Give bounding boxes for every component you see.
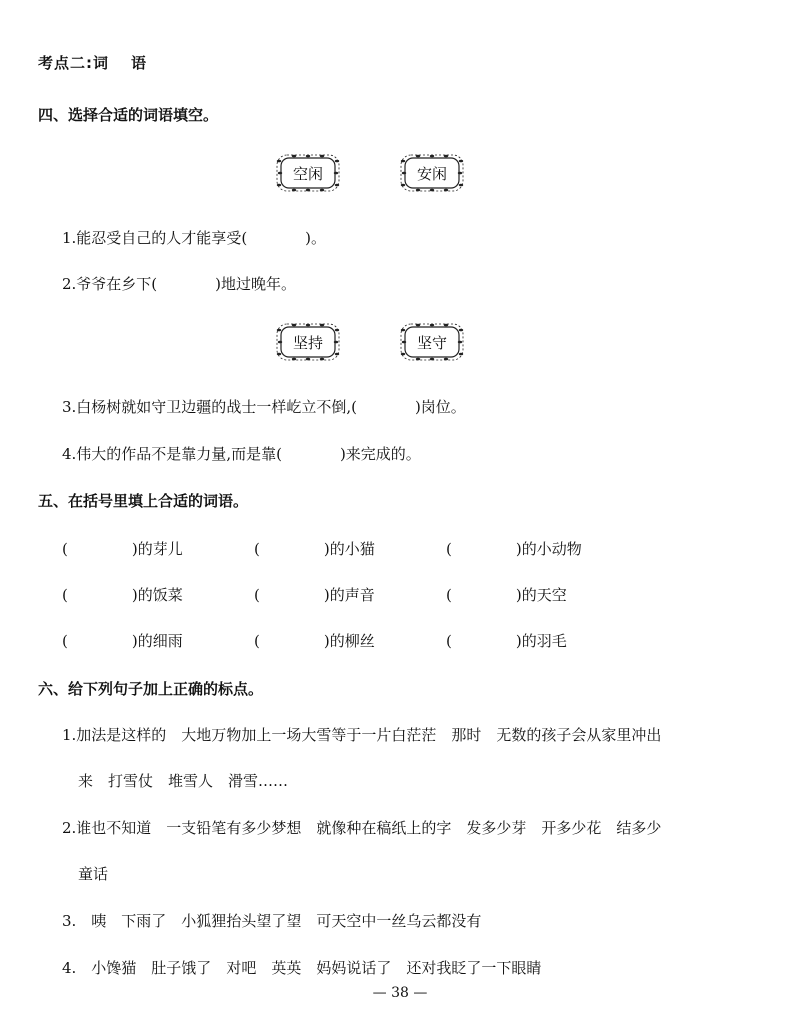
word-option-text: 坚持	[292, 333, 323, 352]
question-3: 3.白杨树就如守卫边疆的战士一样屹立不倒,( )岗位。	[62, 398, 466, 416]
word-option-jianshou	[398, 322, 466, 362]
word-option-kongxian	[274, 153, 342, 193]
page-number: — 38 —	[372, 985, 428, 1001]
fill-item[interactable]: ( )的小动物	[446, 540, 582, 558]
fill-item[interactable]: ( )的小猫	[254, 540, 375, 558]
word-option-anxian	[398, 153, 466, 193]
topic-title-suffix: 语	[131, 54, 148, 72]
question-4: 4.伟大的作品不是靠力量,而是靠( )来完成的。	[62, 445, 421, 463]
section4-heading: 四、选择合适的词语填空。	[38, 106, 219, 124]
fill-item[interactable]: ( )的芽儿	[62, 540, 183, 558]
fill-item[interactable]: ( )的声音	[254, 586, 375, 604]
word-option-text: 安闲	[416, 164, 447, 183]
fill-item[interactable]: ( )的细雨	[62, 632, 183, 650]
word-option-text: 空闲	[292, 164, 323, 183]
section5-heading: 五、在括号里填上合适的词语。	[38, 492, 249, 510]
topic-title-prefix: 考点二:词	[38, 54, 109, 72]
topic-title	[38, 52, 147, 73]
fill-item[interactable]: ( )的天空	[446, 586, 567, 604]
sentence-2-line2: 童话	[78, 865, 109, 883]
question-2: 2.爷爷在乡下( )地过晚年。	[62, 275, 297, 293]
fill-item[interactable]: ( )的饭菜	[62, 586, 183, 604]
fill-item[interactable]: ( )的羽毛	[446, 632, 567, 650]
question-1: 1.能忍受自己的人才能享受( )。	[62, 229, 327, 247]
sentence-1-line1: 1.加法是这样的 大地万物加上一场大雪等于一片白茫茫 那时 无数的孩子会从家里冲出	[62, 726, 662, 744]
sentence-1-line2: 来 打雪仗 堆雪人 滑雪……	[78, 772, 289, 790]
sentence-4: 4. 小馋猫 肚子饿了 对吧 英英 妈妈说话了 还对我眨了一下眼睛	[62, 959, 542, 977]
section6-heading: 六、给下列句子加上正确的标点。	[38, 680, 264, 698]
sentence-2-line1: 2.谁也不知道 一支铅笔有多少梦想 就像种在稿纸上的字 发多少芽 开多少花 结多少	[62, 819, 662, 837]
fill-item[interactable]: ( )的柳丝	[254, 632, 375, 650]
sentence-3: 3. 咦 下雨了 小狐狸抬头望了望 可天空中一丝乌云都没有	[62, 912, 482, 930]
word-option-jianchi	[274, 322, 342, 362]
word-option-text: 坚守	[416, 333, 447, 352]
